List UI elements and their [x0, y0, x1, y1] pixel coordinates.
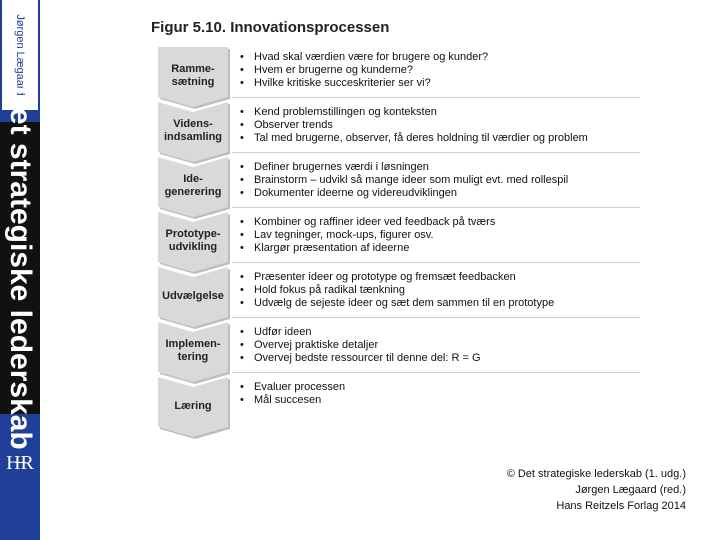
stage-label: Prototype- udvikling: [165, 228, 221, 253]
stage-bullet-list: [240, 106, 640, 145]
copyright-line-3: Hans Reitzels Forlag 2014: [556, 500, 686, 512]
bullet-item: [240, 242, 640, 255]
bullet-dot: •: [240, 119, 244, 131]
publisher-logo: H̶R: [6, 452, 34, 474]
bullet-item: [240, 394, 640, 407]
bullet-text: Hold fokus på radikal tænkning: [254, 284, 406, 296]
stage-chevron: [158, 102, 228, 158]
bullet-item: [240, 106, 640, 119]
bullet-dot: •: [240, 352, 244, 364]
row-divider: [232, 97, 640, 98]
bullet-dot: •: [240, 271, 244, 283]
bullet-dot: •: [240, 339, 244, 351]
bullet-text: Hvem er brugerne og kunderne?: [254, 64, 413, 76]
bullet-item: [240, 381, 640, 394]
copyright-line-2: Jørgen Lægaard (red.): [575, 484, 686, 496]
bullet-dot: •: [240, 394, 244, 406]
bullet-item: [240, 161, 640, 174]
bullet-text: Overvej praktiske detaljer: [254, 339, 379, 351]
bullet-item: [240, 64, 640, 77]
spine-title: Det strategiske lederskab: [4, 86, 37, 450]
stage-bullet-list: [240, 326, 640, 365]
bullet-text: Observer trends: [254, 119, 333, 131]
bullet-text: Kombiner og raffiner ideer ved feedback på tværs: [254, 216, 496, 228]
stage-chevron: [158, 377, 228, 433]
stage-chevron: [158, 267, 228, 323]
bullet-text: Udfør ideen: [254, 326, 312, 338]
row-divider: [232, 207, 640, 208]
bullet-dot: •: [240, 381, 244, 393]
bullet-item: [240, 187, 640, 200]
bullet-text: Brainstorm – udvikl så mange ideer som muligt evt. med rollespil: [254, 174, 569, 186]
bullet-dot: •: [240, 161, 244, 173]
bullet-item: [240, 119, 640, 132]
bullet-item: [240, 284, 640, 297]
stage-bullet-list: [240, 216, 640, 255]
stage-bullet-list: [240, 161, 640, 200]
bullet-dot: •: [240, 174, 244, 186]
bullet-dot: •: [240, 132, 244, 144]
bullet-dot: •: [240, 77, 244, 89]
bullet-dot: •: [240, 64, 244, 76]
stage-label: Udvælgelse: [162, 289, 224, 302]
stage-chevron: [158, 47, 228, 103]
bullet-dot: •: [240, 187, 244, 199]
bullet-dot: •: [240, 106, 244, 118]
book-spine: [0, 0, 40, 540]
bullet-item: [240, 326, 640, 339]
bullet-text: Udvælg de sejeste ideer og sæt dem sammen til en prototype: [254, 297, 555, 309]
figure-title: Figur 5.10. Innovationsprocessen: [151, 19, 390, 36]
bullet-text: Mål succesen: [254, 394, 322, 406]
bullet-dot: •: [240, 297, 244, 309]
bullet-item: [240, 297, 640, 310]
bullet-text: Hvad skal værdien være for brugere og kunder?: [254, 51, 489, 63]
stage-chevron: [158, 212, 228, 268]
bullet-dot: •: [240, 242, 244, 254]
stage-label: Ide- generering: [164, 173, 222, 198]
bullet-item: [240, 229, 640, 242]
bullet-item: [240, 174, 640, 187]
bullet-text: Hvilke kritiske succeskriterier ser vi?: [254, 77, 431, 89]
bullet-dot: •: [240, 216, 244, 228]
row-divider: [232, 372, 640, 373]
bullet-item: [240, 339, 640, 352]
bullet-text: Klargør præsentation af ideerne: [254, 242, 410, 254]
stage-label: Implemen- tering: [165, 338, 221, 363]
bullet-dot: •: [240, 51, 244, 63]
bullet-item: [240, 216, 640, 229]
bullet-text: Tal med brugerne, observer, få deres holdning til værdier og problem: [254, 132, 588, 144]
row-divider: [232, 262, 640, 263]
bullet-text: Definer brugernes værdi i løsningen: [254, 161, 429, 173]
bullet-item: [240, 271, 640, 284]
bullet-text: Dokumenter ideerne og videreudviklingen: [254, 187, 458, 199]
bullet-item: [240, 77, 640, 90]
stage-bullet-list: [240, 271, 640, 310]
spine-title-panel: [0, 86, 40, 450]
bullet-dot: •: [240, 284, 244, 296]
bullet-item: [240, 352, 640, 365]
bullet-item: [240, 132, 640, 145]
spine-author: Jørgen Lægaard: [14, 14, 26, 96]
stage-label: Videns- indsamling: [163, 118, 223, 143]
stage-label: Læring: [174, 399, 212, 412]
bullet-text: Evaluer processen: [254, 381, 346, 393]
stage-chevron: [158, 157, 228, 213]
row-divider: [232, 317, 640, 318]
copyright-notice: [507, 466, 686, 514]
row-divider: [232, 152, 640, 153]
bullet-text: Lav tegninger, mock-ups, figurer osv.: [254, 229, 434, 241]
stage-label: Ramme- sætning: [171, 63, 215, 88]
stage-chevron: [158, 322, 228, 378]
stage-bullet-list: [240, 381, 640, 407]
bullet-item: [240, 51, 640, 64]
stage-bullet-list: [240, 51, 640, 90]
copyright-line-1: © Det strategiske lederskab (1. udg.): [506, 468, 686, 480]
bullet-text: Overvej bedste ressourcer til denne del: R = G: [254, 352, 481, 364]
bullet-text: Præsenter ideer og prototype og fremsæt feedbacken: [254, 271, 516, 283]
bullet-text: Kend problemstillingen og konteksten: [254, 106, 437, 118]
bullet-dot: •: [240, 229, 244, 241]
bullet-dot: •: [240, 326, 244, 338]
